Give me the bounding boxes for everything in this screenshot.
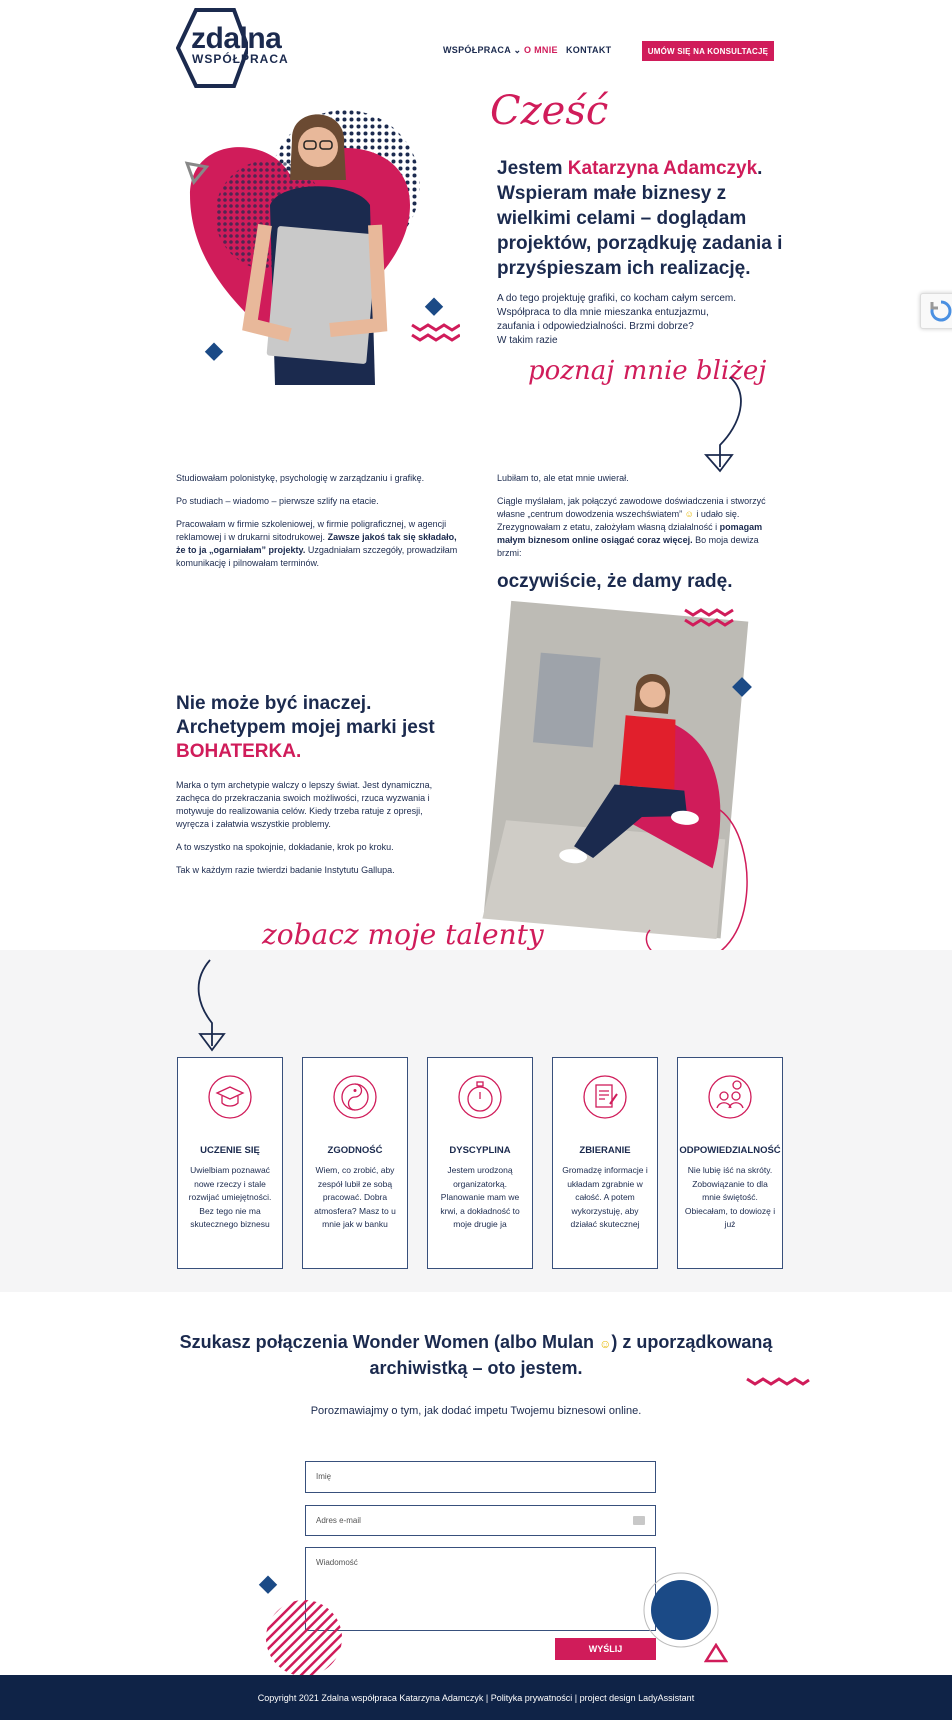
archetype-line: Nie może być inaczej. [176,693,372,714]
recaptcha-badge[interactable] [920,293,952,329]
talent-title: UCZENIE SIĘ [200,1145,260,1156]
document-pen-icon [582,1074,628,1120]
talent-card [177,1057,283,1269]
intro-line: W takim razie [497,335,558,346]
contact-sub: Porozmawiajmy o tym, jak dodać impetu Twojemu biznesowi online. [310,1405,642,1417]
talents-script: zobacz moje talenty [262,918,544,951]
recaptcha-icon [929,299,952,323]
about-text: Uzgadniałam szczegóły, prowadziłam komunikację i pilnowałam terminów. [176,545,458,568]
contact-heading [150,1330,802,1380]
archetype-photo [470,600,770,970]
talent-title: ODPOWIEDZIALNOŚĆ [679,1145,781,1156]
hero-portrait-illustration [180,95,460,395]
archetype-paragraph: Tak w każdym razie twierdzi badanie Instytutu Gallupa. [176,865,395,875]
message-field[interactable]: Wiadomość [305,1547,656,1631]
logo-subtext[interactable]: WSPÓŁPRACA [192,52,289,66]
archetype-highlight: BOHATERKA. [176,741,302,762]
talent-card [552,1057,658,1269]
greeting-script: Cześć [490,88,609,134]
talent-desc: Wiem, co zrobić, aby zespół lubił ze sobą pracować. Dobra atmosfera? Masz to u mnie jak w banku [314,1165,396,1229]
footer [0,1675,952,1720]
about-paragraph [176,518,466,570]
about-left [176,472,466,570]
about-paragraph: Studiowałam polonistykę, psychologię w zarządzaniu i grafikę. [176,473,425,483]
about-bold: Zawsze jakoś tak się składało, że to ja „ogarniałam” projekty. [176,532,457,555]
intro-line: Współpraca to dla mnie mieszanka entuzjazmu, [497,307,709,318]
smile-emoji-icon: ☺ [599,1337,612,1351]
motto: oczywiście, że damy radę. [497,571,733,592]
stopwatch-icon [457,1074,503,1120]
talent-title: ZBIERANIE [579,1145,631,1156]
consultation-button[interactable]: UMÓW SIĘ NA KONSULTACJĘ [642,41,774,61]
form-decorations [256,1570,676,1680]
talent-card [427,1057,533,1269]
contact-heading-part: ) z uporządkowaną [611,1332,773,1352]
nav-o-mnie[interactable]: O MNIE [524,45,558,55]
hero-intro [497,292,797,348]
contact-heading-line: archiwistką – oto jestem. [369,1358,583,1378]
nav-wspolpraca-label: WSPÓŁPRACA [443,45,511,55]
email-placeholder: Adres e-mail [316,1516,361,1525]
nav-wspolpraca[interactable] [443,45,521,56]
archetype-paragraph: Marka o tym archetypie walczy o lepszy świat. Jest dynamiczna, zachęca do przekraczania swoich możliwości, rzuca wyzwania i motywuje do realizowania celów. Kiedy trzeba ratuje z opresji, wyręcza i załatwia wszystkie problemy. [176,780,433,829]
heading-prefix: Jestem [497,158,568,179]
zigzag-decoration [745,1375,813,1387]
name-field[interactable]: Imię [305,1461,656,1493]
about-text: Ciągle myślałam, jak połączyć zawodowe doświadczenia i stworzyć własne „centrum dowodzenia wszechświatem” [497,496,766,519]
yin-yang-icon [332,1074,378,1120]
autofill-icon[interactable] [633,1516,645,1525]
intro-line: zaufania i odpowiedzialności. Brzmi dobrze? [497,321,694,332]
arrow-down-icon [190,958,235,1053]
graduation-cap-icon [207,1074,253,1120]
archetype-line: Archetypem mojej marki jest [176,717,435,738]
talent-desc: Uwielbiam poznawać nowe rzeczy i stale rozwijać umiejętności. Bez tego nie ma skutecznego biznesu [188,1165,272,1229]
talent-title: ZGODNOŚĆ [327,1145,383,1156]
intro-line: A do tego projektuję grafiki, co kocham całym sercem. [497,293,736,304]
talent-desc: Gromadzę informacje i układam zgrabnie w całość. A potem wykorzystuję, aby działać skutecznej [562,1165,648,1229]
people-chat-icon [707,1074,753,1120]
talent-desc: Jestem urodzoną organizatorką. Planowanie mam we krwi, a dokładność to moje drugie ja [440,1165,520,1229]
about-paragraph: Lubiłam to, ale etat mnie uwierał. [497,473,629,483]
talent-title: DYSCYPLINA [449,1145,511,1156]
talent-card [677,1057,783,1269]
archetype-heading [176,692,435,764]
email-field[interactable] [305,1505,656,1536]
about-right [497,472,779,560]
about-bold: pomagam małym biznesom online osiągać coraz więcej. [497,522,763,545]
archetype-paragraph: A to wszystko na spokojnie, dokładanie, krok po kroku. [176,842,394,852]
archetype-text [176,779,456,877]
talent-desc: Nie lubię iść na skróty. Zobowiązanie to dla mnie świętość. Obiecałam, to dowiozę i już [684,1165,776,1229]
smile-emoji-icon: ☺ [684,509,694,519]
chevron-down-icon: ⌄ [513,45,522,55]
triangle-decoration [704,1643,728,1663]
send-button[interactable]: WYŚLIJ [555,1638,656,1660]
footer-text: Copyright 2021 Zdalna współpraca Katarzyna Adamczyk | Polityka prywatności | project design LadyAssistant [257,1692,695,1703]
about-text: Bo moja dewiza brzmi: [497,535,759,558]
about-paragraph: Po studiach – wiadomo – pierwsze szlify na etacie. [176,496,379,506]
hero-heading [497,156,787,281]
about-text: Pracowałam w firmie szkoleniowej, w firmie poligraficznej, w agencji reklamowej i w drukarni sitodrukowej. [176,519,447,542]
logo-text[interactable]: zdalna [191,22,282,55]
about-text: i udało się. Zrezygnowałam z etatu, założyłam własną działalność i [497,509,740,532]
about-paragraph [497,495,779,560]
contact-heading-line [150,1330,802,1356]
talent-card [302,1057,408,1269]
nav-kontakt[interactable]: KONTAKT [566,45,612,55]
heading-rest: . Wspieram małe biznesy z wielkimi celami – doglądam projektów, porządkuję zadania i przyśpieszam ich realizację. [497,158,783,279]
heading-name: Katarzyna Adamczyk [567,158,758,179]
contact-heading-part: Szukasz połączenia Wonder Women (albo Mulan [179,1332,595,1352]
poznaj-link[interactable]: poznaj mnie bliżej [528,356,767,386]
arrow-down-icon [700,375,750,475]
